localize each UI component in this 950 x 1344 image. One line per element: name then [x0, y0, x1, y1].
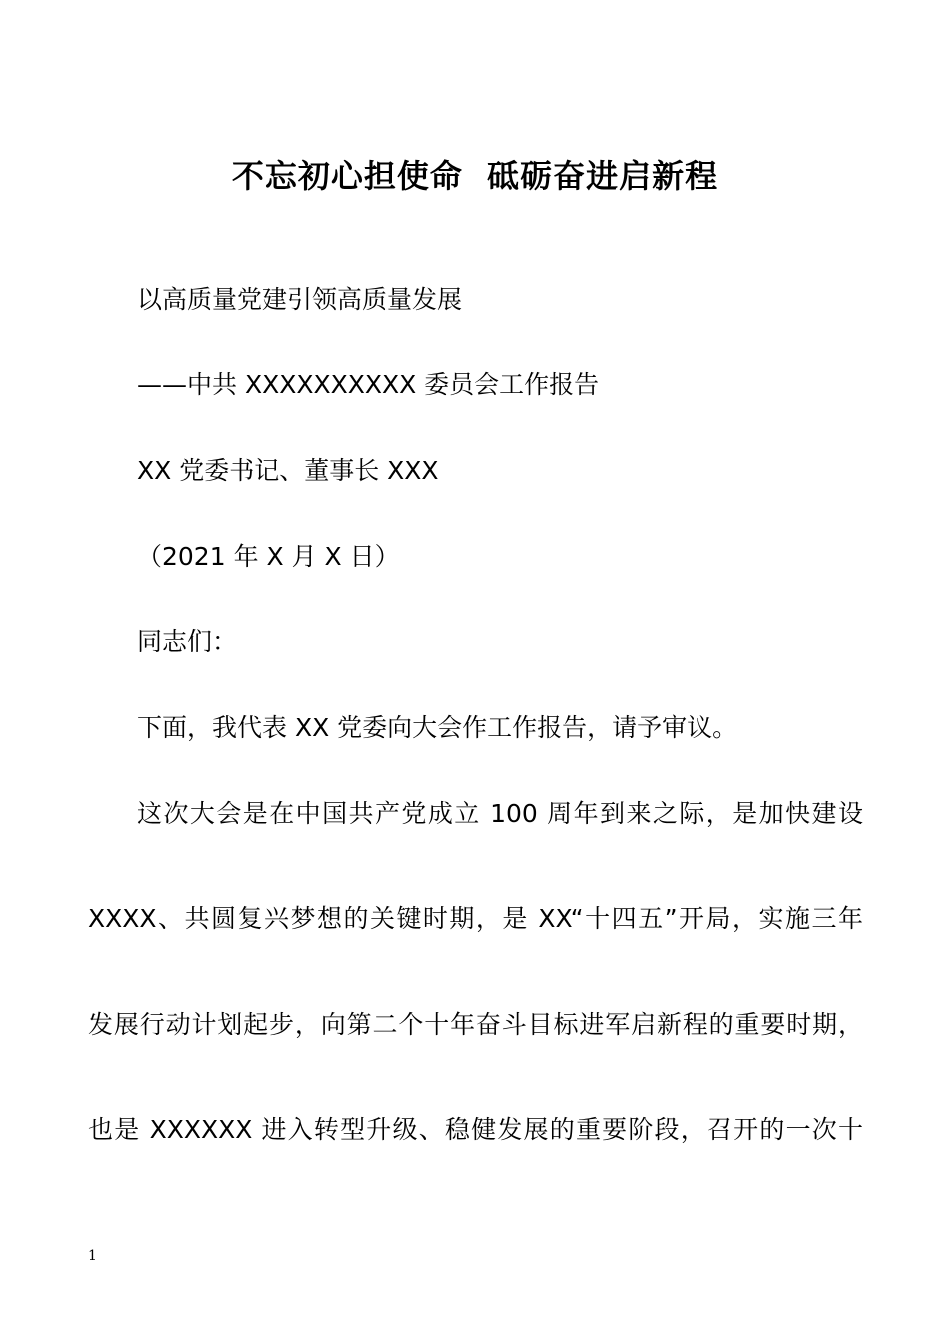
- report-line: ——中共 XXXXXXXXXX 委员会工作报告: [137, 370, 600, 399]
- date-line: （2021 年 X 月 X 日）: [137, 542, 400, 571]
- page-number: 1: [88, 1248, 97, 1264]
- paragraph-line: 发展行动计划起步，向第二个十年奋斗目标进军启新程的重要时期，: [88, 1010, 863, 1039]
- paragraph-line: XXXX、共圆复兴梦想的关键时期，是 XX“十四五”开局，实施三年: [88, 904, 863, 933]
- opening-sentence: 下面，我代表 XX 党委向大会作工作报告，请予审议。: [137, 713, 738, 742]
- salutation: 同志们：: [137, 627, 238, 656]
- document-title: 不忘初心担使命 砥砺奋进启新程: [231, 157, 719, 195]
- document-subtitle: 以高质量党建引领高质量发展: [137, 285, 463, 314]
- paragraph-line: 也是 XXXXXX 进入转型升级、稳健发展的重要阶段，召开的一次十: [88, 1115, 863, 1144]
- author-line: XX 党委书记、董事长 XXX: [137, 456, 439, 485]
- paragraph-line: 这次大会是在中国共产党成立 100 周年到来之际，是加快建设: [137, 799, 863, 828]
